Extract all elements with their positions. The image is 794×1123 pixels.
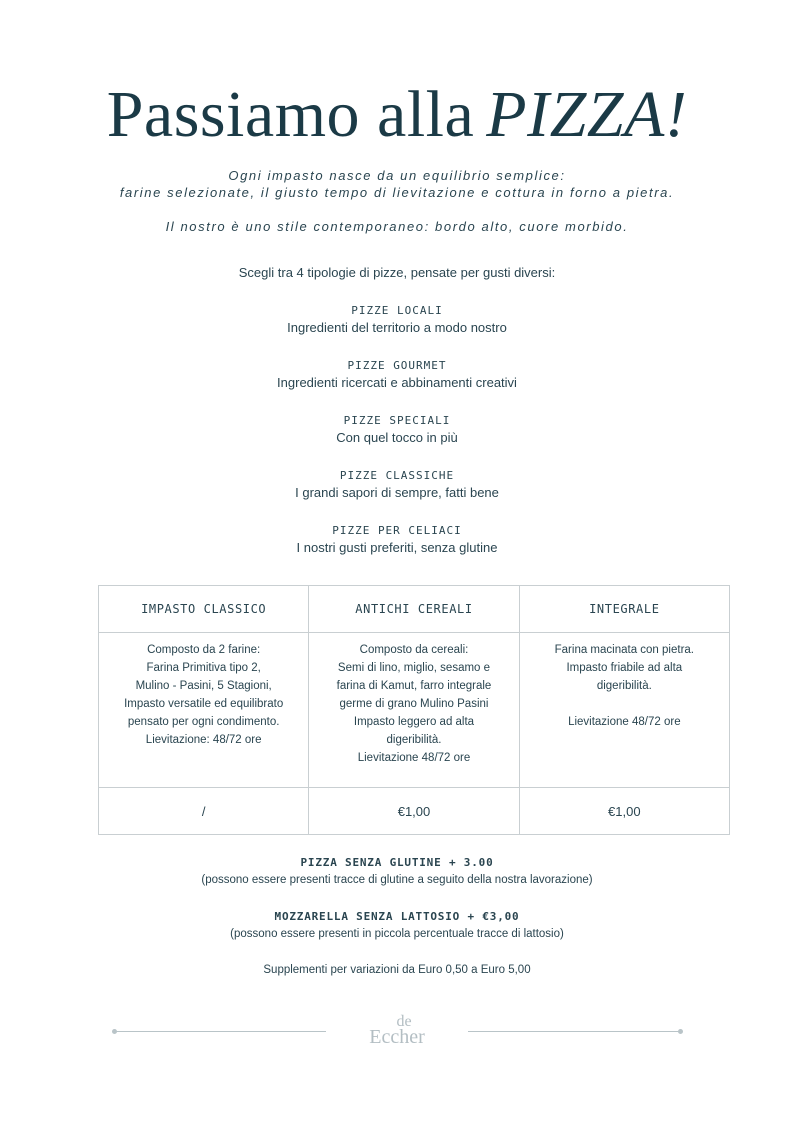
dough-price-antichi-cereali: €1,00 xyxy=(309,788,519,835)
extra-name: PIZZA SENZA GLUTINE + 3.00 xyxy=(300,856,494,869)
intro-line-2: farine selezionate, il giusto tempo di lievitazione e cottura in forno a pietra. xyxy=(119,185,675,200)
category-name: PIZZE LOCALI xyxy=(351,304,443,317)
extra-note: (possono essere presenti tracce di glutine a seguito della nostra lavorazione) xyxy=(201,874,593,886)
dough-name-antichi-cereali: ANTICHI CEREALI xyxy=(309,586,519,633)
dough-desc-antichi-cereali: Composto da cereali: Semi di lino, miglio, sesamo e farina di Kamut, farro integrale germe di grano Mulino Pasini Impasto leggero ad alta digeribilità. Lievitazione 48/72 ore xyxy=(309,633,519,788)
page-title xyxy=(0,78,794,151)
dough-price-row xyxy=(99,788,730,835)
category-pizze-gourmet xyxy=(0,358,794,392)
category-pizze-per-celiaci xyxy=(0,523,794,557)
dough-header-row xyxy=(99,586,730,633)
category-desc: I grandi sapori di sempre, fatti bene xyxy=(295,485,499,500)
logo-line-2: Eccher xyxy=(369,1026,425,1048)
dough-price-classico: / xyxy=(99,788,309,835)
category-desc: Con quel tocco in più xyxy=(336,430,458,445)
dough-price-integrale: €1,00 xyxy=(519,788,729,835)
intro-line-3: Il nostro è uno stile contemporaneo: bordo alto, cuore morbido. xyxy=(165,219,629,234)
category-name: PIZZE GOURMET xyxy=(347,359,447,372)
category-name: PIZZE SPECIALI xyxy=(343,414,451,427)
dough-description-row xyxy=(99,633,730,788)
extra-name: MOZZARELLA SENZA LATTOSIO + €3,00 xyxy=(274,910,520,923)
brand-logo xyxy=(360,1014,434,1047)
footer-dot-left xyxy=(112,1029,117,1034)
dough-desc-classico: Composto da 2 farine: Farina Primitiva tipo 2, Mulino - Pasini, 5 Stagioni, Impasto versatile ed equilibrato pensato per ogni condimento. Lievitazione: 48/72 ore xyxy=(99,633,309,788)
category-desc: I nostri gusti preferiti, senza glutine xyxy=(296,540,498,555)
categories-intro: Scegli tra 4 tipologie di pizze, pensate per gusti diversi: xyxy=(238,265,556,280)
dough-table xyxy=(98,585,730,835)
category-desc: Ingredienti del territorio a modo nostro xyxy=(287,320,507,335)
category-name: PIZZE PER CELIACI xyxy=(332,524,462,537)
title-plain: Passiamo alla xyxy=(106,78,475,151)
extra-gluten-free xyxy=(0,855,794,889)
footer-dot-right xyxy=(678,1029,683,1034)
title-emphasis: PIZZA! xyxy=(486,78,688,151)
category-pizze-classiche xyxy=(0,468,794,502)
logo-line-1: de xyxy=(396,1013,412,1030)
supplements-note: Supplementi per variazioni da Euro 0,50 a Euro 5,00 xyxy=(263,964,531,976)
category-desc: Ingredienti ricercati e abbinamenti creativi xyxy=(277,375,517,390)
dough-name-integrale: INTEGRALE xyxy=(519,586,729,633)
category-pizze-speciali xyxy=(0,413,794,447)
extra-lactose-free xyxy=(0,909,794,943)
category-name: PIZZE CLASSICHE xyxy=(339,469,455,482)
footer-divider-left xyxy=(114,1031,326,1032)
category-pizze-locali xyxy=(0,303,794,337)
dough-desc-integrale: Farina macinata con pietra. Impasto friabile ad alta digeribilità. Lievitazione 48/72 ore xyxy=(519,633,729,788)
footer-divider-right xyxy=(468,1031,680,1032)
intro-line-1: Ogni impasto nasce da un equilibrio semplice: xyxy=(228,168,566,183)
extra-note: (possono essere presenti in piccola percentuale tracce di lattosio) xyxy=(230,928,564,940)
dough-name-classico: IMPASTO CLASSICO xyxy=(99,586,309,633)
